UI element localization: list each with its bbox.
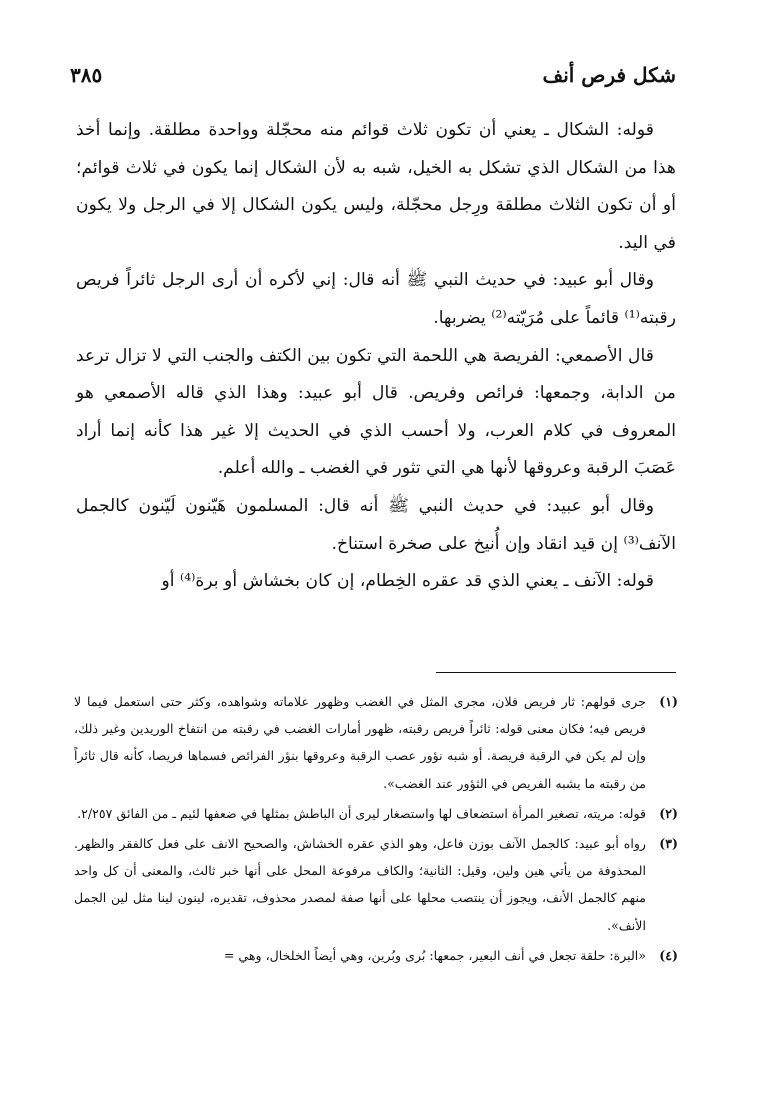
running-title: شكل فرص أنف [542,63,676,87]
paragraph: وقال أبو عبيد: في حديث النبي ﷺ أنه قال: إني لأكره أن أرى الرجل ثائراً فريص رقبته⁽¹⁾ قائماً على مُرَيّته⁽²⁾ يضربها. [76,270,676,328]
footnote-number: (١) [659,694,678,709]
paragraph: وقال أبو عبيد: في حديث النبي ﷺ أنه قال: المسلمون هَيّنون لَيّنون كالجمل الآنف⁽³⁾ إن قيد انقاد وإن أُنيخ على صخرة استناخ. [76,495,676,554]
page-header [70,58,676,92]
footnote-text: رواه أبو عبيد: كالجمل الآنف بوزن فاعل، وهو الذي عقره الخشاش، والصحيح الانف على فعل كالفقر والظهر. المحذوفة من يأتي هين ولين، وقيل: الثانية؛ والكاف مرفوعة المحل على أنها خبر ثالث، والمعنى أن كل واحد منهم كالجمل الأنف، ويجوز أن ينتصب محلها على أنها صفة لمصدر محذوف، تقديره، لينون لينا مثل لين الجمل الأنف». [74,836,646,933]
footnote [74,830,678,939]
footnote [74,942,678,969]
paragraph: قال الأصمعي: الفريصة هي اللحمة التي تكون بين الكتف والجنب التي لا تزال ترعد من الدابة، وجمعها: فرائص وفريص. قال أبو عبيد: وهذا الذي قاله الأصمعي هو المعروف في كلام العرب، ولا أحسب الذي في الحديث إلا غير هذا كأنه إنما أراد عَصَبَ الرقبة وعروقها لأنها هي التي تثور في الغضب ـ والله أعلم. [76,345,676,479]
footnote [74,688,678,797]
main-text [76,112,676,601]
page-number: ٣٨٥ [70,63,103,87]
footnote-divider [436,672,676,673]
paragraph: قوله: الآنف ـ يعني الذي قد عقره الخِطام، إن كان بخشاش أو برة⁽⁴⁾ أو [161,571,654,592]
footnote-text: جرى قولهم: ثار فريص فلان، مجرى المثل في الغضب وظهور علاماته وشواهده، وكثر حتى استعمل فيما لا فريص فيه؛ فكان معنى قوله: ثائراً فريص رقبته، ظهور أمارات الغضب في رقبته من انتفاخ الوريدين وغير ذلك، وإن لم يكن في الرقبة فريصة. أو شبه نؤور عصب الرقبة وعروقها بنؤر الفرائص فسماها فريصا، كأنه قال ثائراً من رقبته ما يشبه الفريص في الثؤور عند الغضب». [74,694,646,791]
footnote-text: قوله: مريته، تصغير المرأة استضعاف لها واستصغار ليرى أن الباطش بمثلها في ضعفها لئيم ـ من الفائق ٢/٢٥٧. [77,805,646,821]
footnote-text: «البرة: حلقة تجعل في أنف البعير، جمعها: بُرى وبُرين، وهي أيضاً الخلخال، وهي = [223,947,646,963]
footnote-number: (٤) [659,947,678,963]
paragraph: قوله: الشكال ـ يعني أن تكون ثلاث قوائم منه محجّلة وواحدة مطلقة. وإنما أخذ هذا من الشكال الذي تشكل به الخيل، شبه به لأن الشكال إنما يكون في ثلاث قوائم؛ أو أن تكون الثلاث مطلقة ورِجل محجّلة، وليس يكون الشكال إلا في الرجل ولا يكون في اليد. [76,120,676,253]
footnote [74,800,678,827]
footnote-number: (٣) [659,836,678,852]
footnote-number: (٢) [659,805,678,821]
footnotes [74,688,678,972]
